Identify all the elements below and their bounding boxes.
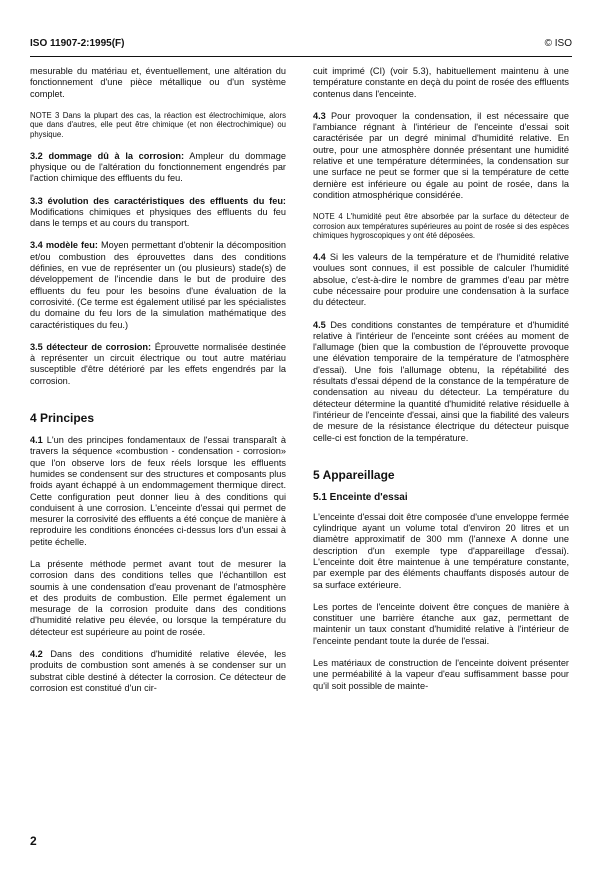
definition-3-4 [30, 240, 286, 330]
definition-3-4-number: 3.4 [30, 240, 43, 251]
definition-3-5-term: détecteur de corrosion: [46, 341, 152, 352]
paragraph-4-3 [313, 111, 569, 201]
definition-3-2 [30, 151, 286, 185]
paragraph-4-4-number: 4.4 [313, 252, 326, 263]
definition-3-2-number: 3.2 [30, 150, 43, 161]
definition-3-4-term: modèle feu: [45, 240, 98, 251]
definition-3-3-term: évolution des caractéristiques des effluents du feu: [47, 195, 286, 206]
definition-3-2-term: dommage dû à la corrosion: [48, 150, 185, 161]
definition-3-2-text: Ampleur du dommage physique ou de l'altération du fonctionnement engendrés par l'action chimique des effluents du feu. [30, 150, 286, 184]
note-3: NOTE 3 Dans la plupart des cas, la réaction est électrochimique, alors que dans d'autres, elle peut être chimique (et non électrochimique) ou physique. [30, 110, 286, 140]
definition-3-3-number: 3.3 [30, 195, 43, 206]
paragraph-5-1-b: Les portes de l'enceinte doivent être conçues de manière à constituer une barrière étanche aux gaz, permettant de maintenir un taux constant d'humidité relative à l'intérieur de l'enceinte pendant toute la durée de l'essai. [313, 601, 569, 646]
paragraph-4-1-continued: La présente méthode permet avant tout de mesurer la corrosion dans des conditions telles que l'échantillon est soumis à une condensation d'eau provenant de l'atmosphère et des produits de combustion. Elle permet également un mesurage de la corrosion produite dans des conditions d'humidité relative peu élevée, ou lorsque la température du détecteur est supérieure au point de rosée. [30, 558, 286, 637]
definition-3-3-text: Modifications chimiques et physiques des effluents du feu dans le temps et au cours du transport. [30, 206, 286, 229]
paragraph-5-1-a: L'enceinte d'essai doit être composée d'une enveloppe fermée cylindrique ayant un volume total d'environ 20 litres et un diamètre approximatif de 300 mm (l'annexe A donne une description d'un exemple type d'appareillage d'essai). L'enceinte doit être maintenue à une température constante, par exemple par des éléments chauffants disposés autour de sa surface extérieure. [313, 511, 569, 590]
page-header [30, 38, 572, 54]
paragraph-4-1 [30, 435, 286, 548]
paragraph-4-2-text: Dans des conditions d'humidité relative élevée, les produits de combustion sont amenés à se condenser sur un substrat cible destiné à détecter la corrosion. Ce détecteur de corrosion est constitué d'un cir- [30, 649, 286, 693]
paragraph-4-2-number: 4.2 [30, 649, 43, 660]
standard-reference: ISO 11907-2:1995(F) [30, 38, 125, 49]
paragraph-4-5 [313, 320, 569, 444]
paragraph-4-1-number: 4.1 [30, 435, 43, 446]
note-4: NOTE 4 L'humidité peut être absorbée par la surface du détecteur de corrosion aux températures supérieures au point de rosée si des espèces chimiques hygroscopiques y ont été déposées. [313, 212, 569, 241]
section-4-heading: 4 Principes [30, 411, 95, 426]
copyright-mark: © ISO [544, 38, 572, 49]
intro-paragraph: mesurable du matériau et, éventuellement, une altération du fonctionnement d'une pièce métallique ou d'un système complet. [30, 66, 286, 99]
header-rule [30, 56, 572, 57]
definition-3-5 [30, 342, 286, 387]
section-5-heading: 5 Appareillage [313, 467, 395, 482]
paragraph-4-1-text: L'un des principes fondamentaux de l'essai transparaît à travers la séquence «combustion - condensation - corrosion» que l'on observe lors de feux réels lorsque les effluents humides se condensent sur des structures et composants plus froids ayant échappé à un endommagement thermique direct. Cette configuration peut donner lieu à des conditions qui conduisent à une corrosion. L'enceinte d'essai qui permet de mesurer la corrosivité des effluents a été conçue de manière à reproduire les conditions énoncées ci-dessus lors d'un essai à petite échelle. [30, 435, 286, 547]
paragraph-4-5-text: Des conditions constantes de température et d'humidité relative à l'intérieur de l'enceinte sont créées au moment de l'allumage (bien que la combustion de l'éprouvette provoque une élévation temporaire de la température de l'atmosphère d'essai). Une fois l'allumage obtenu, la répétabilité des résultats d'essai dépend de la constance de la température de condensation au niveau du détecteur. La température du détecteur détermine la quantité d'humidité relative résiduelle à l'intérieur de l'enceinte d'essai, ainsi que la fiabilité des valeurs de mesure de la résistance électrique du détecteur puisque celle-ci est fonction de la température. [313, 319, 569, 443]
paragraph-4-3-text: Pour provoquer la condensation, il est nécessaire que l'ambiance régnant à l'intérieur de l'enceinte d'essai soit caractérisée par un degré minimal d'humidité relative. En outre, pour une atmosphère donnée présentant une humidité relative et une température déterminées, la condensation sur une surface ne peut se former que si la température de cette dernière est inférieure ou égale au point de rosée, dans la condition atmosphérique considérée. [313, 110, 569, 200]
definition-3-4-text: Moyen permettant d'obtenir la décomposition et/ou combustion des éprouvettes dans des conditions définies, en vue de représenter un (ou plusieurs) stade(s) de développement de l'incendie dans le but de produire des effluents du feu pour les besoins d'une évaluation de la corrosivité. (Ce terme est également utilisé par les spécialistes du domaine du feu lors de la simulation mathématique des caractéristiques du feu.) [30, 240, 287, 330]
paragraph-4-3-number: 4.3 [313, 110, 326, 121]
subsection-5-1-heading: 5.1 Enceinte d'essai [313, 491, 408, 503]
definition-3-5-text: Éprouvette normalisée destinée à représenter un circuit électrique ou tout autre matériau susceptible d'être détérioré par les effets engendrés par la corrosion. [30, 341, 287, 386]
definition-3-3 [30, 196, 286, 230]
page-number: 2 [30, 834, 37, 848]
paragraph-4-4-text: Si les valeurs de la température et de l'humidité relative voulues sont connues, il est possible de calculer l'humidité absolue, c'est-à-dire le nombre de grammes d'eau par mètre cube nécessaire pour produire une condensation à la surface du détecteur. [313, 252, 569, 308]
paragraph-4-4 [313, 252, 569, 308]
right-column [313, 66, 569, 703]
definition-3-5-number: 3.5 [30, 341, 43, 352]
paragraph-4-2 [30, 649, 286, 694]
left-column [30, 66, 286, 705]
paragraph-4-5-number: 4.5 [313, 319, 326, 330]
continued-paragraph: cuit imprimé (CI) (voir 5.3), habituellement maintenu à une température constante en deçà du point de rosée des effluents contenus dans l'enceinte. [313, 66, 569, 99]
paragraph-5-1-c: Les matériaux de construction de l'enceinte doivent présenter une perméabilité à la vapeur d'eau suffisamment basse pour qu'il soit possible de mainte- [313, 658, 569, 691]
